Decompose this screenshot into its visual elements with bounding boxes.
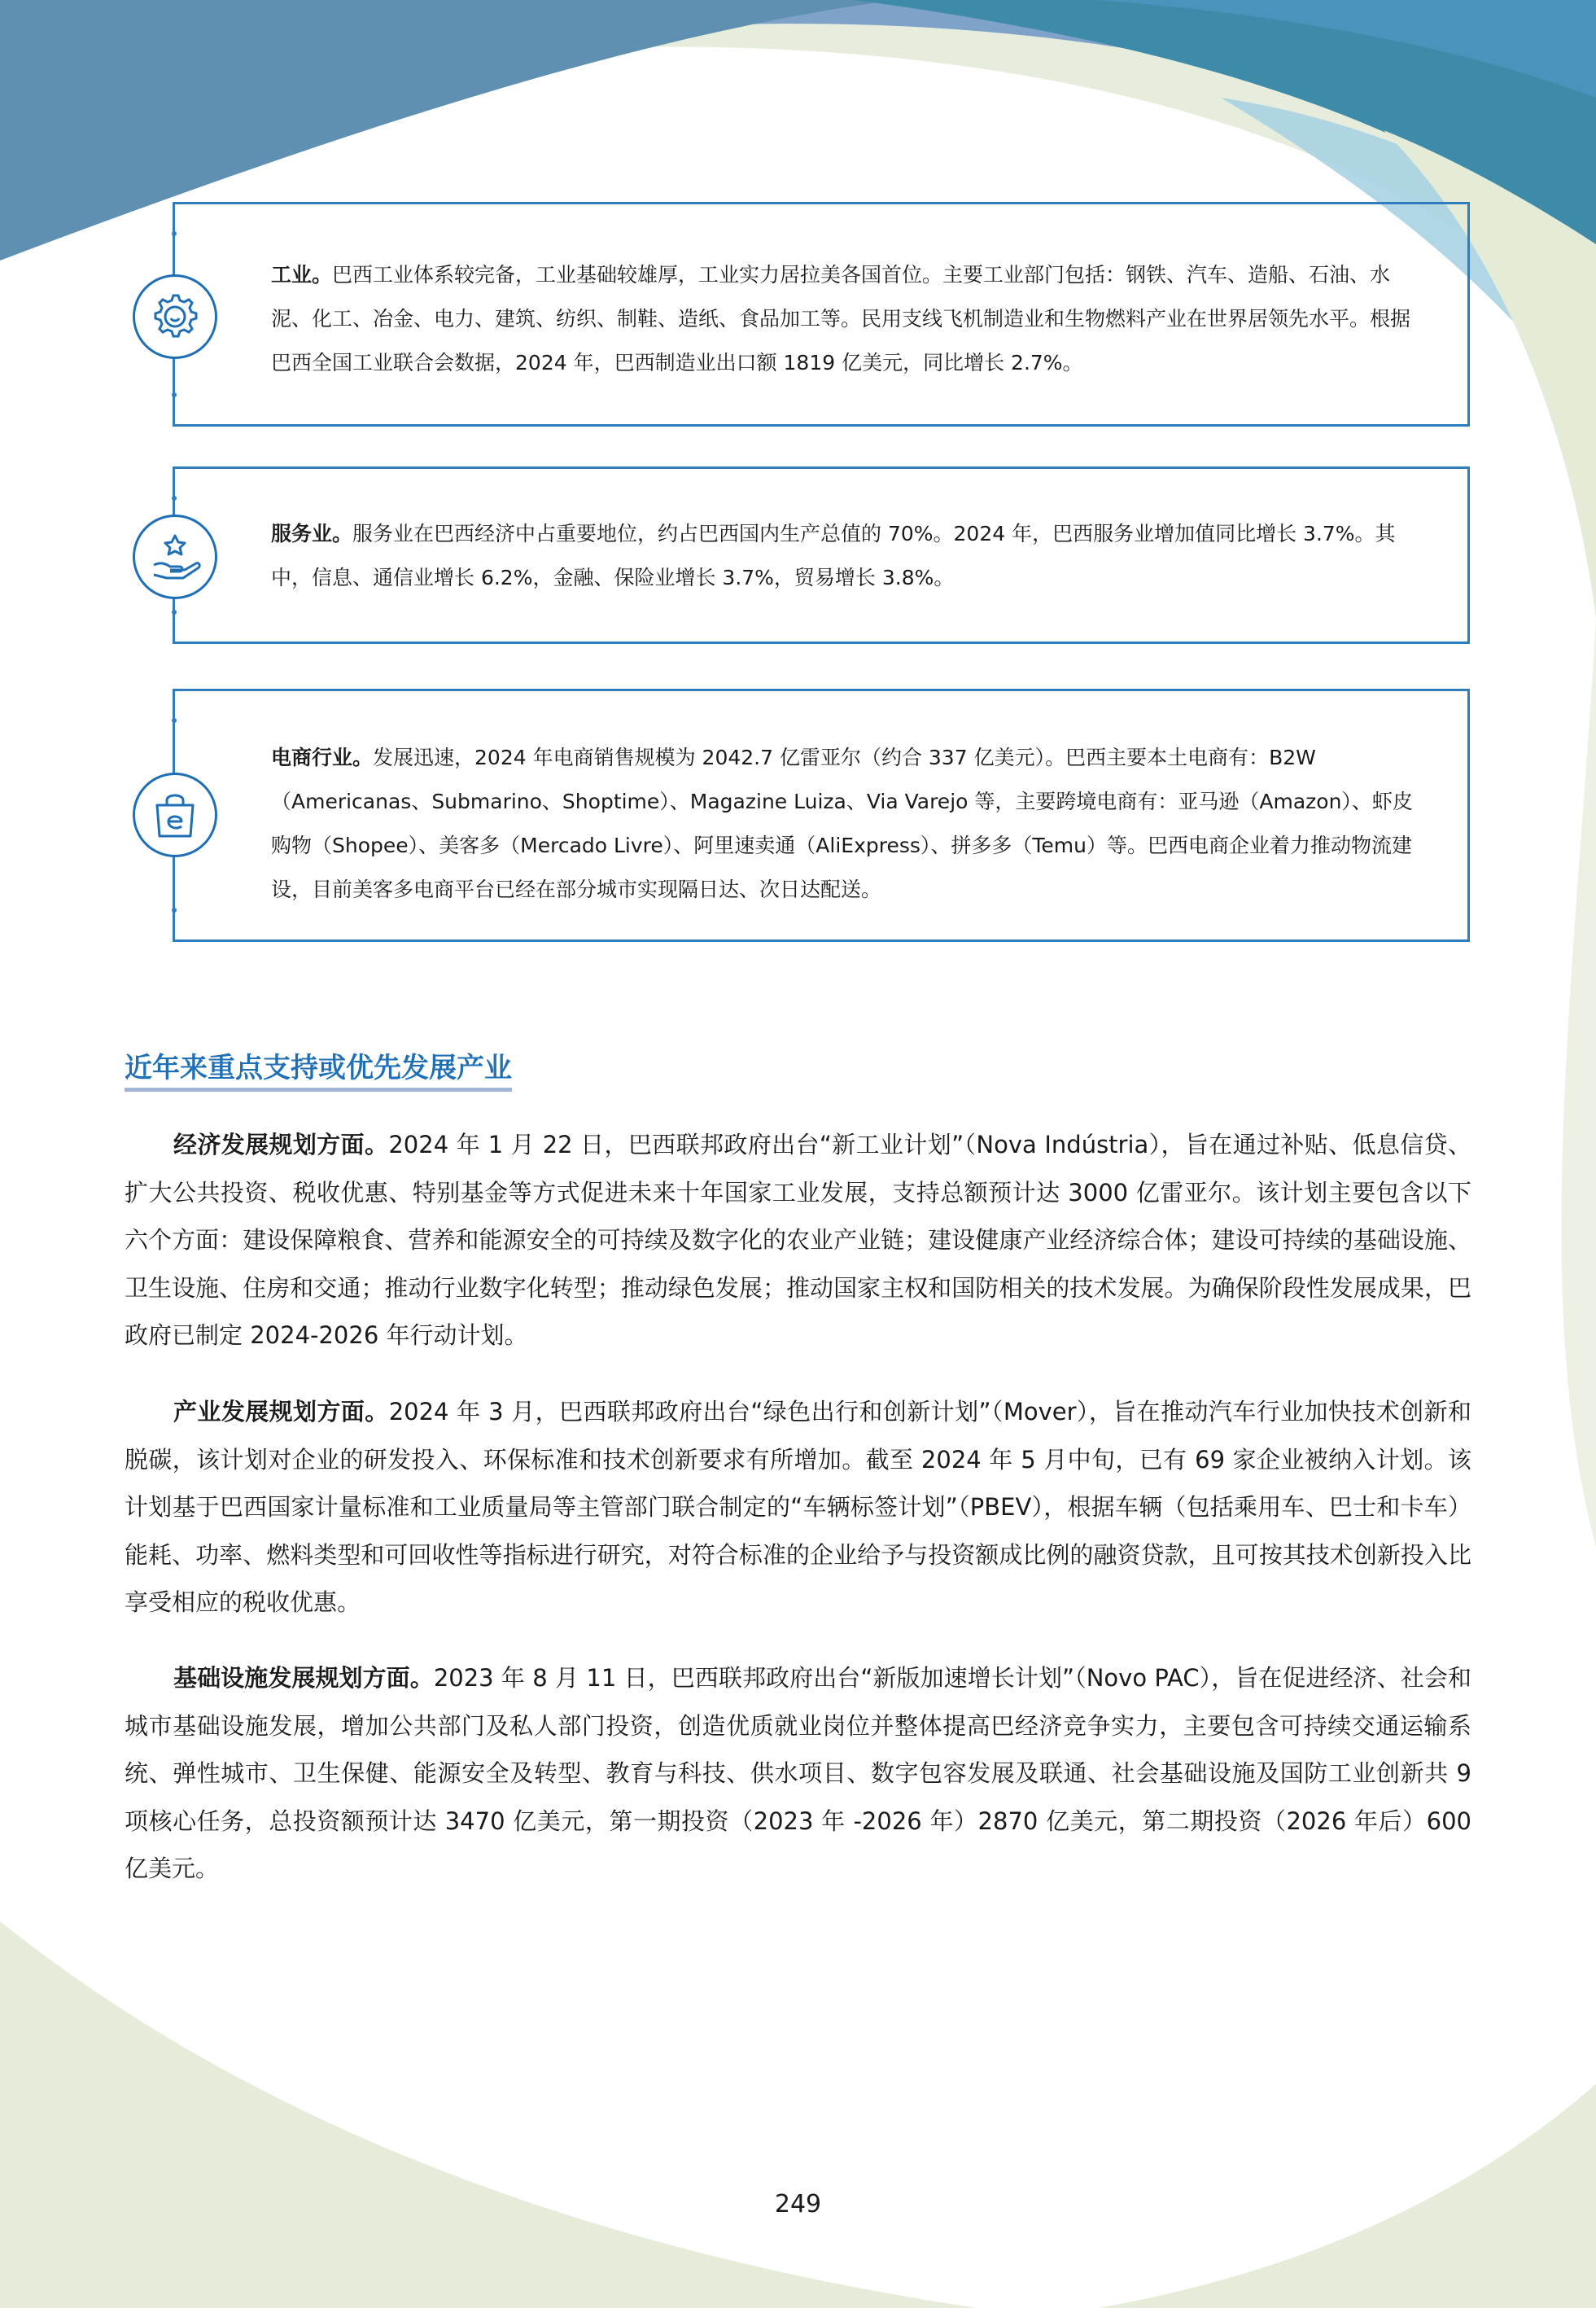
paragraph-infrastructure-plan [125,1654,1471,1893]
paragraph-industry-plan-title: 产业发展规划方面。 [173,1398,389,1426]
card-ecommerce-title: 电商行业。 [271,746,374,769]
shopping-bag-icon [133,773,217,857]
paragraph-infrastructure-plan-body: 2023 年 8 月 11 日，巴西联邦政府出台“新版加速增长计划”（Novo PAC），旨在促进经济、社会和城市基础设施发展，增加公共部门及私人部门投资，创造优质就业岗位并整体提高巴经济竞争实力，主要包含可持续交通运输系统、弹性城市、卫生保健、能源安全及转型、教育与科技、供水项目、数字包容发展及联通、社会基础设施及国防工业创新共 9 项核心任务，总投资额预计达 3470 亿美元，第一期投资（2023 年 -2026 年）2870 亿美元，第二期投资（2026 年后）600 亿美元。 [125,1664,1471,1882]
card-services-body: 服务业在巴西经济中占重要地位，约占巴西国内生产总值的 70%。2024 年，巴西服务业增加值同比增长 3.7%。其中，信息、通信业增长 6.2%，金融、保险业增长 3.7%，贸易增长 3.8%。 [271,522,1396,589]
paragraph-economic-plan-body: 2024 年 1 月 22 日，巴西联邦政府出台“新工业计划”（Nova Indústria），旨在通过补贴、低息信贷、扩大公共投资、税收优惠、特别基金等方式促进未来十年国家工业发展，支持总额预计达 3000 亿雷亚尔。该计划主要包含以下六个方面：建设保障粮食、营养和能源安全的可持续及数字化的农业产业链；建设健康产业经济综合体；建设可持续的基础设施、卫生设施、住房和交通；推动行业数字化转型；推动绿色发展；推动国家主权和国防相关的技术发展。为确保阶段性发展成果，巴政府已制定 2024-2026 年行动计划。 [125,1131,1471,1349]
card-industry-text [271,253,1419,385]
card-services-text [271,512,1419,600]
card-industry [173,202,1470,427]
page-number: 249 [774,2190,822,2218]
paragraph-industry-plan [125,1388,1471,1627]
paragraph-economic-plan-title: 经济发展规划方面。 [173,1131,389,1158]
card-services-title: 服务业。 [271,522,353,545]
section-heading: 近年来重点支持或优先发展产业 [125,1050,512,1092]
gear-icon [133,274,217,359]
paragraph-economic-plan [125,1121,1471,1360]
card-ecommerce-body: 发展迅速，2024 年电商销售规模为 2042.7 亿雷亚尔（约合 337 亿美元）。巴西主要本土电商有：B2W（Americanas、Submarino、Shoptime）、Magazine Luiza、Via Varejo 等，主要跨境电商有：亚马逊（Amazon）、虾皮购物（Shopee）、美客多（Mercado Livre）、阿里速卖通（AliExpress）、拼多多（Temu）等。巴西电商企业着力推动物流建设，目前美客多电商平台已经在部分城市实现隔日达、次日达配送。 [271,746,1413,901]
card-industry-body: 巴西工业体系较完备，工业基础较雄厚，工业实力居拉美各国首位。主要工业部门包括：钢铁、汽车、造船、石油、水泥、化工、冶金、电力、建筑、纺织、制鞋、造纸、食品加工等。民用支线飞机制造业和生物燃料产业在世界居领先水平。根据巴西全国工业联合会数据，2024 年，巴西制造业出口额 1819 亿美元，同比增长 2.7%。 [271,263,1411,374]
card-industry-title: 工业。 [271,263,333,287]
paragraph-infrastructure-plan-title: 基础设施发展规划方面。 [173,1664,434,1692]
hand-star-icon [133,515,217,599]
paragraph-industry-plan-body: 2024 年 3 月，巴西联邦政府出台“绿色出行和创新计划”（Mover），旨在推动汽车行业加快技术创新和脱碳，该计划对企业的研发投入、环保标准和技术创新要求有所增加。截至 2024 年 5 月中旬，已有 69 家企业被纳入计划。该计划基于巴西国家计量标准和工业质量局等主管部门联合制定的“车辆标签计划”（PBEV），根据车辆（包括乘用车、巴士和卡车）能耗、功率、燃料类型和可回收性等指标进行研究，对符合标准的企业给予与投资额成比例的融资贷款，且可按其技术创新投入比享受相应的税收优惠。 [125,1398,1471,1616]
card-ecommerce-text [271,736,1419,912]
card-ecommerce [173,689,1470,942]
card-services [173,466,1470,644]
